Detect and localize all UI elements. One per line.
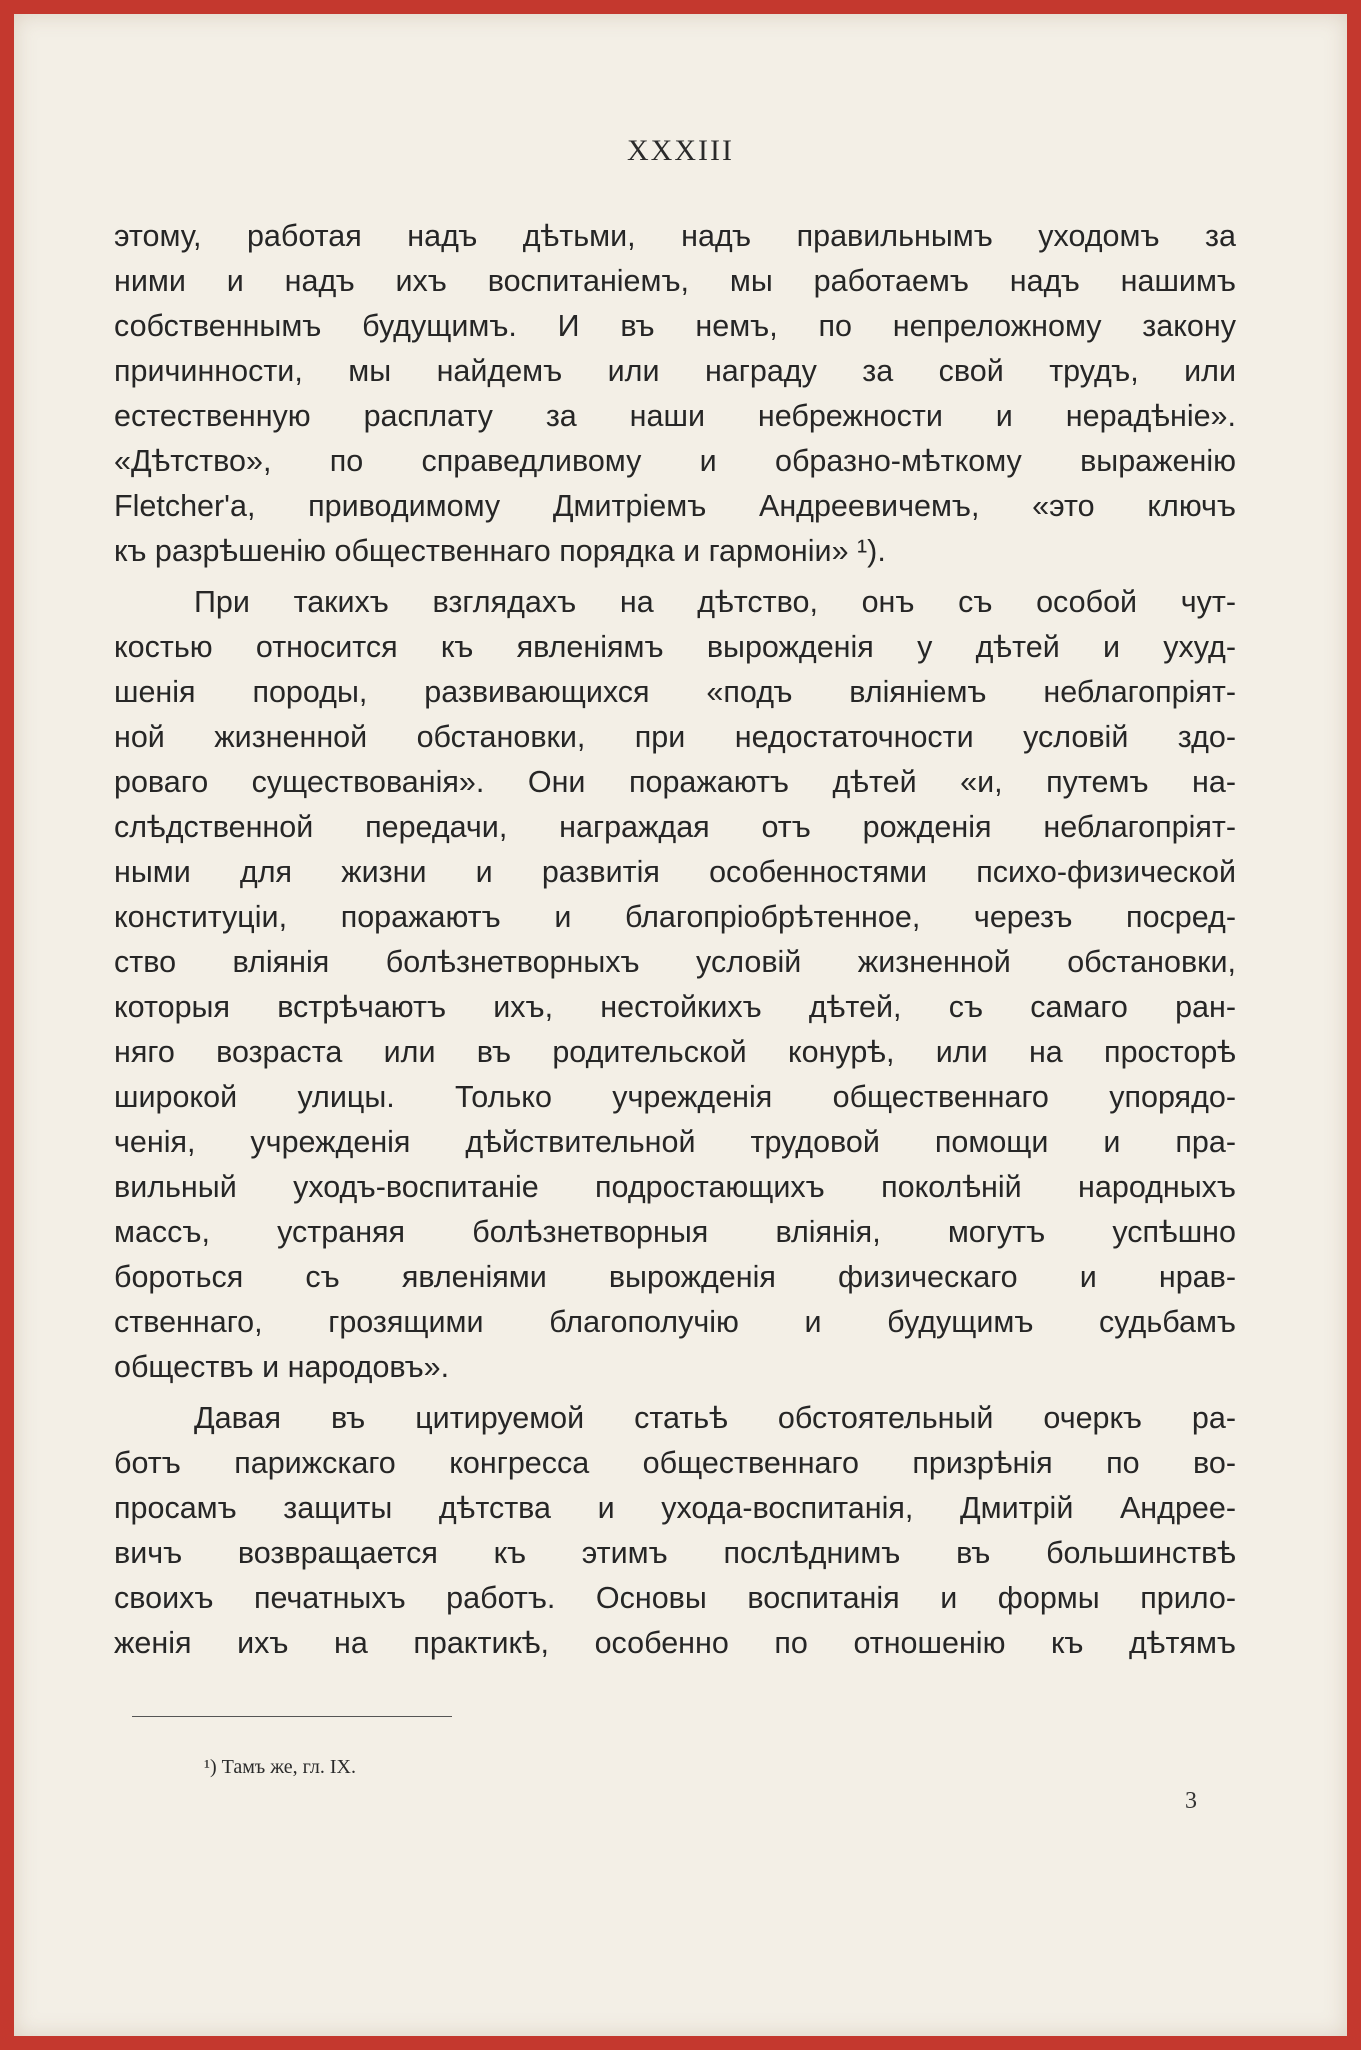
text-line: костью относится къ явленіямъ вырожденія у дѣтей и ухуд- xyxy=(114,630,1236,664)
signature-mark: 3 xyxy=(1185,1788,1197,1814)
text-line: ной жизненной обстановки, при недостаточности условій здо- xyxy=(114,720,1236,754)
footnote-divider xyxy=(132,1716,452,1717)
text-line: ство вліянія болѣзнетворныхъ условій жизненной обстановки, xyxy=(114,945,1236,979)
text-line: своихъ печатныхъ работъ. Основы воспитанія и формы прило- xyxy=(114,1581,1236,1615)
text-line: вичъ возвращается къ этимъ послѣднимъ въ большинствѣ xyxy=(114,1536,1236,1570)
text-line: женія ихъ на практикѣ, особенно по отношенію къ дѣтямъ xyxy=(114,1626,1236,1660)
text-line: которыя встрѣчаютъ ихъ, нестойкихъ дѣтей, съ самаго ран- xyxy=(114,990,1236,1024)
text-line: массъ, устраняя болѣзнетворныя вліянія, могутъ успѣшно xyxy=(114,1215,1236,1249)
text-line: роваго существованія». Они поражаютъ дѣтей «и, путемъ на- xyxy=(114,765,1236,799)
text-line: слѣдственной передачи, награждая отъ рожденія неблагопріят- xyxy=(114,810,1236,844)
text-line: ними и надъ ихъ воспитаніемъ, мы работаемъ надъ нашимъ xyxy=(114,264,1236,298)
text-line: ственнаго, грозящими благополучію и будущимъ судьбамъ xyxy=(114,1305,1236,1339)
text-line: просамъ защиты дѣтства и ухода-воспитанія, Дмитрій Андрее- xyxy=(114,1491,1236,1525)
text-line: вильный уходъ-воспитаніе подростающихъ поколѣній народныхъ xyxy=(114,1170,1236,1204)
text-line: Давая въ цитируемой статьѣ обстоятельный очеркъ ра- xyxy=(194,1401,1236,1435)
text-line: ными для жизни и развитія особенностями психо-физической xyxy=(114,855,1236,889)
text-line: ботъ парижскаго конгресса общественнаго призрѣнія по во- xyxy=(114,1446,1236,1480)
footnote: ¹) Тамъ же, гл. IX. xyxy=(204,1756,356,1778)
text-line: При такихъ взглядахъ на дѣтство, онъ съ особой чут- xyxy=(194,585,1236,619)
text-line: Fletcher'a, приводимому Дмитріемъ Андреевичемъ, «это ключъ xyxy=(114,489,1236,523)
text-line: шенія породы, развивающихся «подъ вліяніемъ неблагопріят- xyxy=(114,675,1236,709)
text-line: обществъ и народовъ». xyxy=(114,1350,450,1384)
book-page xyxy=(14,14,1347,2036)
text-line: естественную расплату за наши небрежности и нерадѣніе». xyxy=(114,399,1236,433)
text-line: собственнымъ будущимъ. И въ немъ, по непреложному закону xyxy=(114,309,1236,343)
text-line: «Дѣтство», по справедливому и образно-мѣткому выраженію xyxy=(114,444,1236,478)
paragraph-1 xyxy=(114,214,1236,574)
paragraph-2 xyxy=(114,580,1236,1390)
page-numeral-roman: XXXIII xyxy=(627,134,734,167)
body-text xyxy=(114,214,1236,1672)
text-line: ченія, учрежденія дѣйствительной трудовой помощи и пра- xyxy=(114,1125,1236,1159)
text-line: этому, работая надъ дѣтьми, надъ правильнымъ уходомъ за xyxy=(114,219,1236,253)
text-line: няго возраста или въ родительской конурѣ, или на просторѣ xyxy=(114,1035,1236,1069)
text-line: широкой улицы. Только учрежденія общественнаго упорядо- xyxy=(114,1080,1236,1114)
paragraph-3 xyxy=(114,1396,1236,1666)
text-line: причинности, мы найдемъ или награду за свой трудъ, или xyxy=(114,354,1236,388)
text-line: къ разрѣшенію общественнаго порядка и гармоніи» ¹). xyxy=(114,534,886,568)
text-line: конституціи, поражаютъ и благопріобрѣтенное, черезъ посред- xyxy=(114,900,1236,934)
text-line: бороться съ явленіями вырожденія физическаго и нрав- xyxy=(114,1260,1236,1294)
